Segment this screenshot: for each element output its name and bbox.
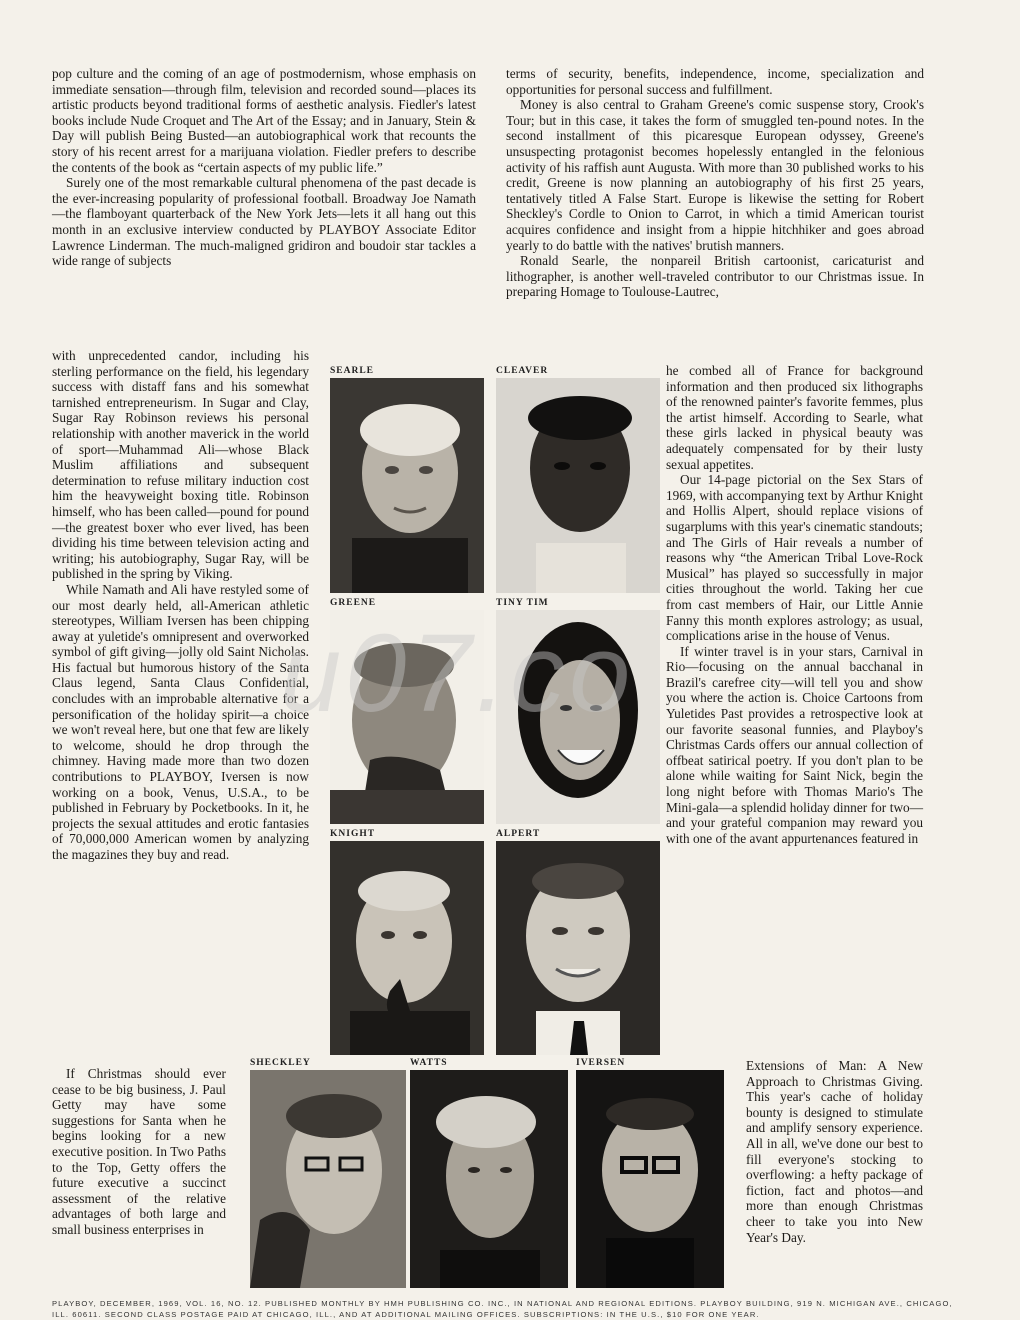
photo-watts xyxy=(410,1070,568,1288)
paragraph: Money is also central to Graham Greene's comic suspense story, Crook's Tour; but in this case, it takes the form of smuggled ten-pound notes. In the second installment of this picaresque European odyssey, Greene's unsuspecting protagonist becomes hopelessly entangled in the felonious activity of his raffish aunt Augusta. With more than 30 published works to his credit, Greene is now planning an autobiography of his first 25 years, tentatively titled A False Start. Europe is likewise the setting for Robert Sheckley's Cordle to Onion to Carrot, in which a timid American tourist acquires confidence and insight from a hippie hitchhiker and goes abroad yearly to do battle with the natives' brutish manners. xyxy=(506,97,924,253)
portrait-image xyxy=(576,1070,724,1288)
paragraph: with unprecedented candor, including his sterling performance on the field, his legendary success with distaff fans and his somewhat tarnished entrepreneurism. In Sugar and Clay, Sugar Ray Robinson reviews his personal relationship with another maverick in the world of sport—Muhammad Ali—whose Black Muslim affiliations and subsequent determination to refuse military induction cost him the heavyweight boxing title. Robinson himself, who has been called—pound for pound—the greatest boxer who ever lived, has been dividing his time between television acting and writing; his autobiography, Sugar Ray, will be published in the spring by Viking. xyxy=(52,348,309,582)
page-footer: PLAYBOY, DECEMBER, 1969, VOL. 16, NO. 12. PUBLISHED MONTHLY BY HMH PUBLISHING CO. INC., IN NATIONAL AND REGIONAL EDITIONS. PLAYBOY BUILDING, 919 N. MICHIGAN AVE., CHICAGO, ILL. 60611. SECOND CLASS POSTAGE PAID AT CHICAGO, ILL., AND AT ADDITIONAL MAILING OFFICES. SUBSCRIPTIONS: IN THE U.S., $10 FOR ONE YEAR. xyxy=(52,1299,953,1319)
photo-iversen xyxy=(576,1070,724,1288)
col2-narrow-text xyxy=(666,363,923,846)
caption-watts: WATTS xyxy=(410,1058,448,1068)
paragraph: If Christmas should ever cease to be big business, J. Paul Getty may have some suggestions for Santa when he begins looking for a new executive position. In Two Paths to the Top, Getty offers the future executive a succinct assessment of the relative advantages of both large and small business enterprises in xyxy=(52,1066,226,1237)
photo-greene xyxy=(330,610,484,824)
caption-sheckley: SHECKLEY xyxy=(250,1058,311,1068)
photo-cleaver xyxy=(496,378,660,593)
paragraph: Extensions of Man: A New Approach to Christmas Giving. This year's cache of holiday bounty is designed to stimulate and amplify sensory experience. All in all, we've done our best to fill everyone's stocking to overflowing: a hefty package of fiction, fact and photos—and more than enough Christmas cheer to take you into New Year's Day. xyxy=(746,1058,923,1245)
portrait-image xyxy=(330,378,484,593)
col2-top-text xyxy=(506,66,924,300)
col2-bottom-text xyxy=(746,1058,923,1245)
photo-alpert xyxy=(496,841,660,1055)
paragraph: Surely one of the most remarkable cultural phenomena of the past decade is the ever-increasing popularity of professional football. Broadway Joe Namath—the flamboyant quarterback of the New York Jets—lets it all hang out this month in an exclusive interview conducted by PLAYBOY Associate Editor Lawrence Linderman. The much-maligned gridiron and boudoir star tackles a wide range of subjects xyxy=(52,175,476,269)
watermark-text: u07.co xyxy=(280,612,635,735)
caption-tinytim: TINY TIM xyxy=(496,598,549,608)
paragraph: pop culture and the coming of an age of postmodernism, whose emphasis on immediate sensation—through film, television and recorded sound—places its artistic products beyond traditional forms of aesthetic analysis. Fiedler's latest books include Nude Croquet and The Art of the Essay; and in January, Stein & Day will publish Being Busted—an autobiographical work that recounts the story of his recent arrest for a marijuana violation. Fiedler prefers to describe the contents of the book as “certain aspects of my public life.” xyxy=(52,66,476,175)
caption-alpert: ALPERT xyxy=(496,829,541,839)
paragraph: Ronald Searle, the nonpareil British cartoonist, caricaturist and lithographer, is another well-traveled contributor to our Christmas issue. In preparing Homage to Toulouse-Lautrec, xyxy=(506,253,924,300)
caption-iversen: IVERSEN xyxy=(576,1058,626,1068)
paragraph: If winter travel is in your stars, Carnival in Rio—focusing on the annual bacchanal in Brazil's carefree city—will tell you and show you where the action is. Choice Cartoons from Yuletides Past provides a retrospective look at our favorite seasonal funnies, and Playboy's Christmas Cards offers our annual collection of offbeat satirical poetry. If you don't plan to be alone while waiting for Saint Nick, begin the long night before with Thomas Mario's The Mini-gala—a splendid holiday dinner for two—and your grateful companion may reward you with one of the avant appurtenances featured in xyxy=(666,643,923,846)
photo-tinytim xyxy=(496,610,660,824)
portrait-image xyxy=(496,610,660,824)
paragraph: Our 14-page pictorial on the Sex Stars of 1969, with accompanying text by Arthur Knight and Hollis Alpert, should replace visions of sugarplums with this year's cinematic standouts; and The Girls of Hair reveals a number of reasons why “the American Tribal Love-Rock Musical” has played so successfully in major cities throughout the world. Taking her cue from cast members of Hair, our Little Annie Fanny this month explores astrology; as usual, complications arise in the house of Venus. xyxy=(666,472,923,644)
col1-narrow-text xyxy=(52,348,309,863)
paragraph: he combed all of France for background information and then produced six lithographs of the renowned painter's favorite femmes, plus the artist himself. According to Searle, what these girls lacked in physical beauty was adequately compensated for by their lusty sexual appetites. xyxy=(666,363,923,472)
portrait-image xyxy=(410,1070,568,1288)
photo-knight xyxy=(330,841,484,1055)
caption-cleaver: CLEAVER xyxy=(496,366,549,376)
col1-bottom-text xyxy=(52,1066,226,1238)
portrait-image xyxy=(250,1070,406,1288)
portrait-image xyxy=(496,841,660,1055)
caption-searle: SEARLE xyxy=(330,366,375,376)
caption-knight: KNIGHT xyxy=(330,829,376,839)
photo-searle xyxy=(330,378,484,593)
paragraph: terms of security, benefits, independence, income, specialization and opportunities for personal success and fulfillment. xyxy=(506,66,924,97)
portrait-image xyxy=(330,610,484,824)
col1-top-text xyxy=(52,66,476,269)
paragraph: While Namath and Ali have restyled some of our most dearly held, all-American athletic stereotypes, William Iversen has been chipping away at yuletide's omnipresent and overworked symbol of gift giving—jolly old Saint Nicholas. His factual but humorous history of the Santa Claus legend, Santa Claus Confidential, concludes with an improbable alternative for a personification of the holiday spirit—a choice we won't reveal here, but one that few are likely to welcome, should he drop through the chimney. Having made more than two dozen contributions to PLAYBOY, Iversen is now working on a book, Venus, U.S.A., to be published in February by Pocketbooks. In it, he projects the sexual attitudes and erotic fantasies of 70,000,000 American women by analyzing the magazines they buy and read. xyxy=(52,581,309,862)
portrait-image xyxy=(330,841,484,1055)
portrait-image xyxy=(496,378,660,593)
caption-greene: GREENE xyxy=(330,598,377,608)
photo-sheckley xyxy=(250,1070,406,1288)
